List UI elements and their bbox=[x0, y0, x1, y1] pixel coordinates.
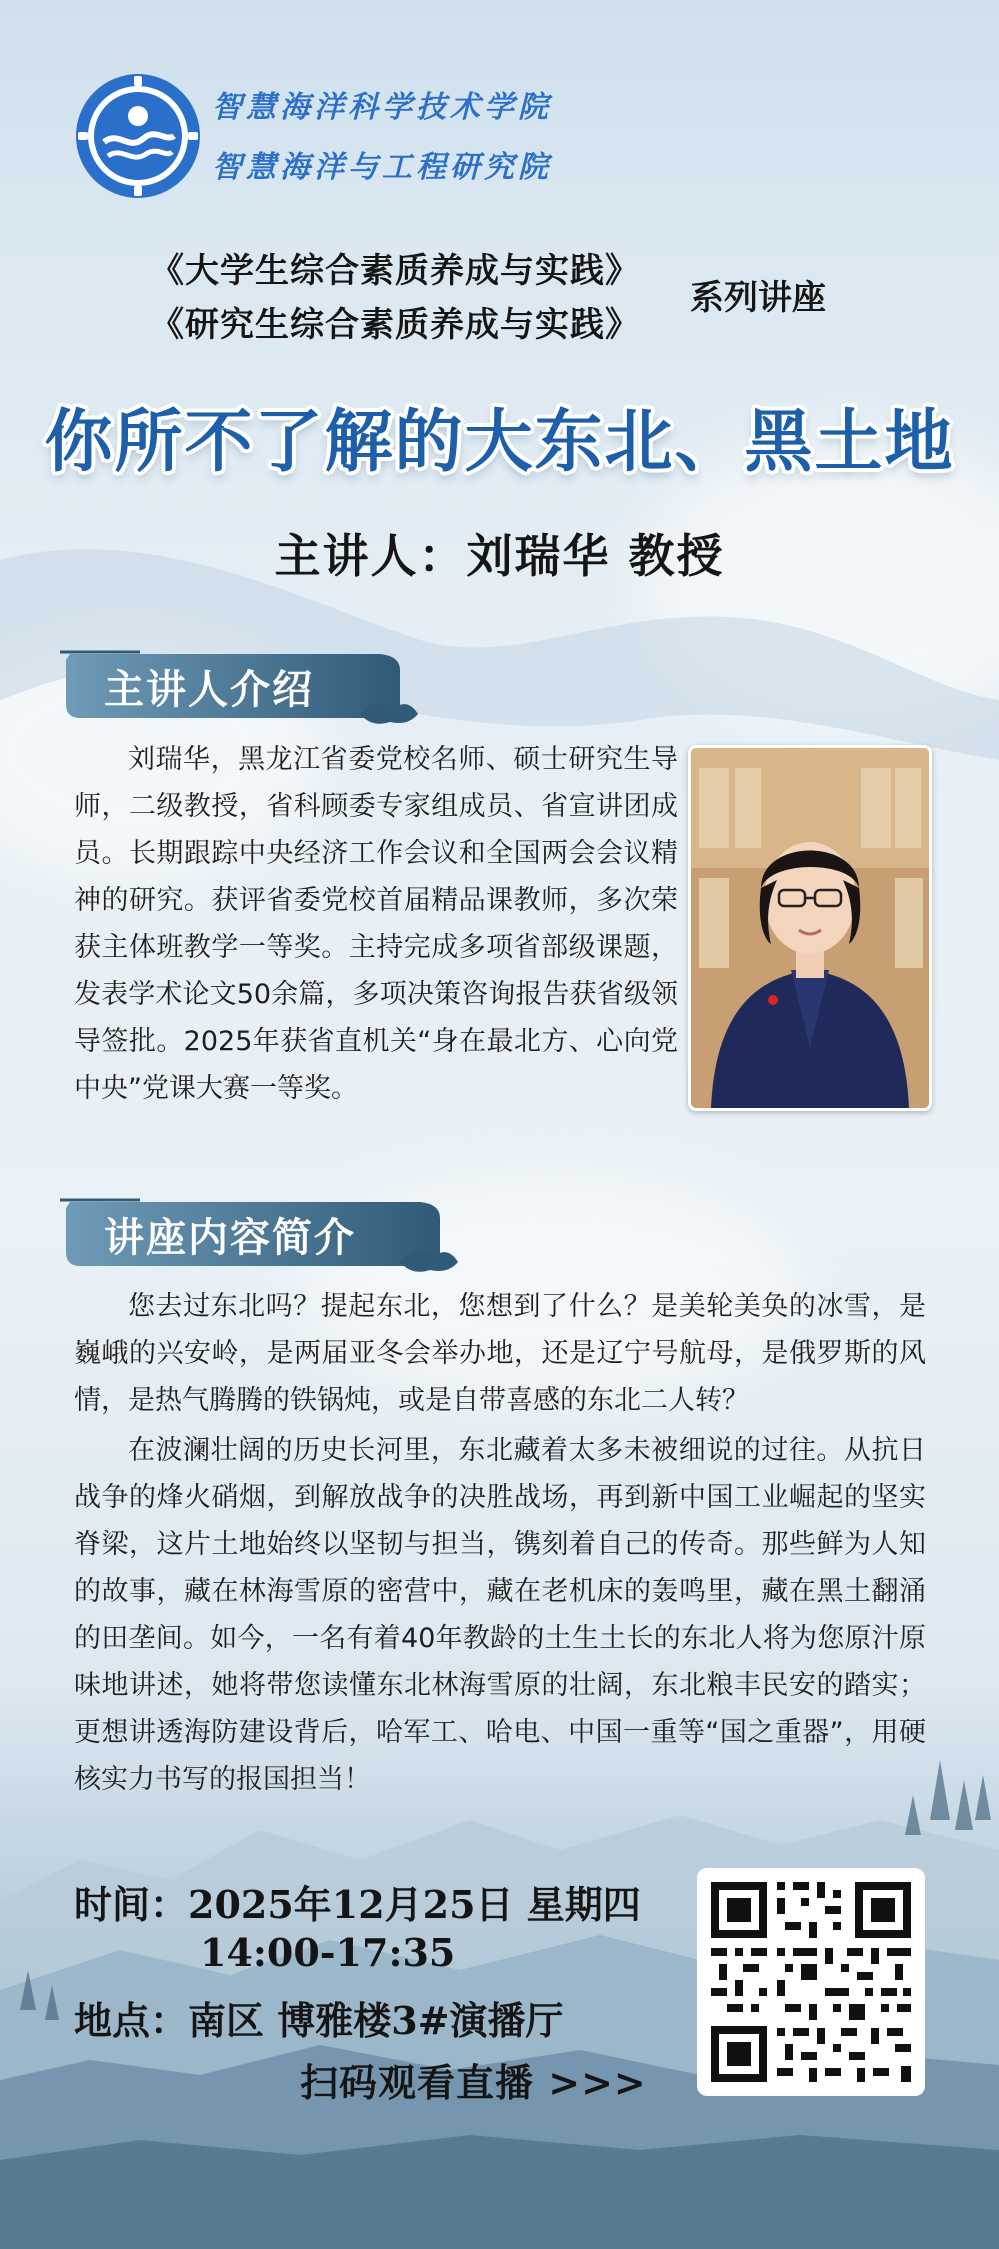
school-logo bbox=[74, 72, 202, 200]
series-tag: 系列讲座 bbox=[690, 278, 826, 318]
org-name-2: 智慧海洋与工程研究院 bbox=[212, 150, 552, 185]
event-location: 地点：南区 博雅楼3#演播厅 bbox=[74, 1998, 564, 2043]
lecture-paragraph-2: 在波澜壮阔的历史长河里，东北藏着太多未被细说的过往。从抗日战争的烽火硝烟，到解放战争的决胜战场，再到新中国工业崛起的坚实脊梁，这片土地始终以坚韧与担当，镌刻着自己的传奇。那些鲜为人知的故事，藏在林海雪原的密营中，藏在老机床的轰鸣里，藏在黑土翻涌的田垄间。如今，一名有着40年教龄的土生土长的东北人将为您原汁原味地讲述，她将带您读懂东北林海雪原的壮阔，东北粮丰民安的踏实；更想讲透海防建设背后，哈军工、哈电、中国一重等“国之重器”，用硬核实力书写的报国担当！ bbox=[74, 1435, 926, 1795]
speaker-photo bbox=[688, 745, 932, 1111]
scan-to-watch-label: 扫码观看直播 >>> bbox=[300, 2060, 647, 2105]
section-heading-speaker bbox=[60, 648, 420, 718]
section-heading-label: 主讲人介绍 bbox=[104, 666, 314, 713]
section-heading-label: 讲座内容简介 bbox=[104, 1214, 356, 1261]
event-time: 时间：2025年12月25日 星期四 bbox=[74, 1882, 641, 1927]
series-title-2: 《研究生综合素质养成与实践》 bbox=[150, 305, 640, 345]
livestream-qr-code[interactable] bbox=[697, 1868, 925, 2096]
lecture-title: 你所不了解的大东北、黑土地 bbox=[44, 403, 955, 482]
series-title-1: 《大学生综合素质养成与实践》 bbox=[150, 251, 640, 291]
org-name-1: 智慧海洋科学技术学院 bbox=[212, 90, 552, 125]
speaker-line: 主讲人：刘瑞华 教授 bbox=[274, 529, 725, 583]
section-heading-lecture bbox=[60, 1196, 460, 1266]
lecture-paragraph-1: 您去过东北吗？提起东北，您想到了什么？是美轮美奂的冰雪，是巍峨的兴安岭，是两届亚冬会举办地，还是辽宁号航母，是俄罗斯的风情，是热气腾腾的铁锅炖，或是自带喜感的东北二人转？ bbox=[74, 1291, 926, 1416]
event-time-range: 14:00-17:35 bbox=[200, 1930, 456, 1975]
speaker-bio: 刘瑞华，黑龙江省委党校名师、硕士研究生导师，二级教授，省科顾委专家组成员、省宣讲团成员。长期跟踪中央经济工作会议和全国两会会议精神的研究。获评省委党校首届精品课教师，多次荣获主体班教学一等奖。主持完成多项省部级课题，发表学术论文50余篇，多项决策咨询报告获省级领导签批。2025年获省直机关“身在最北方、心向党中央”党课大赛一等奖。 bbox=[74, 744, 678, 1104]
